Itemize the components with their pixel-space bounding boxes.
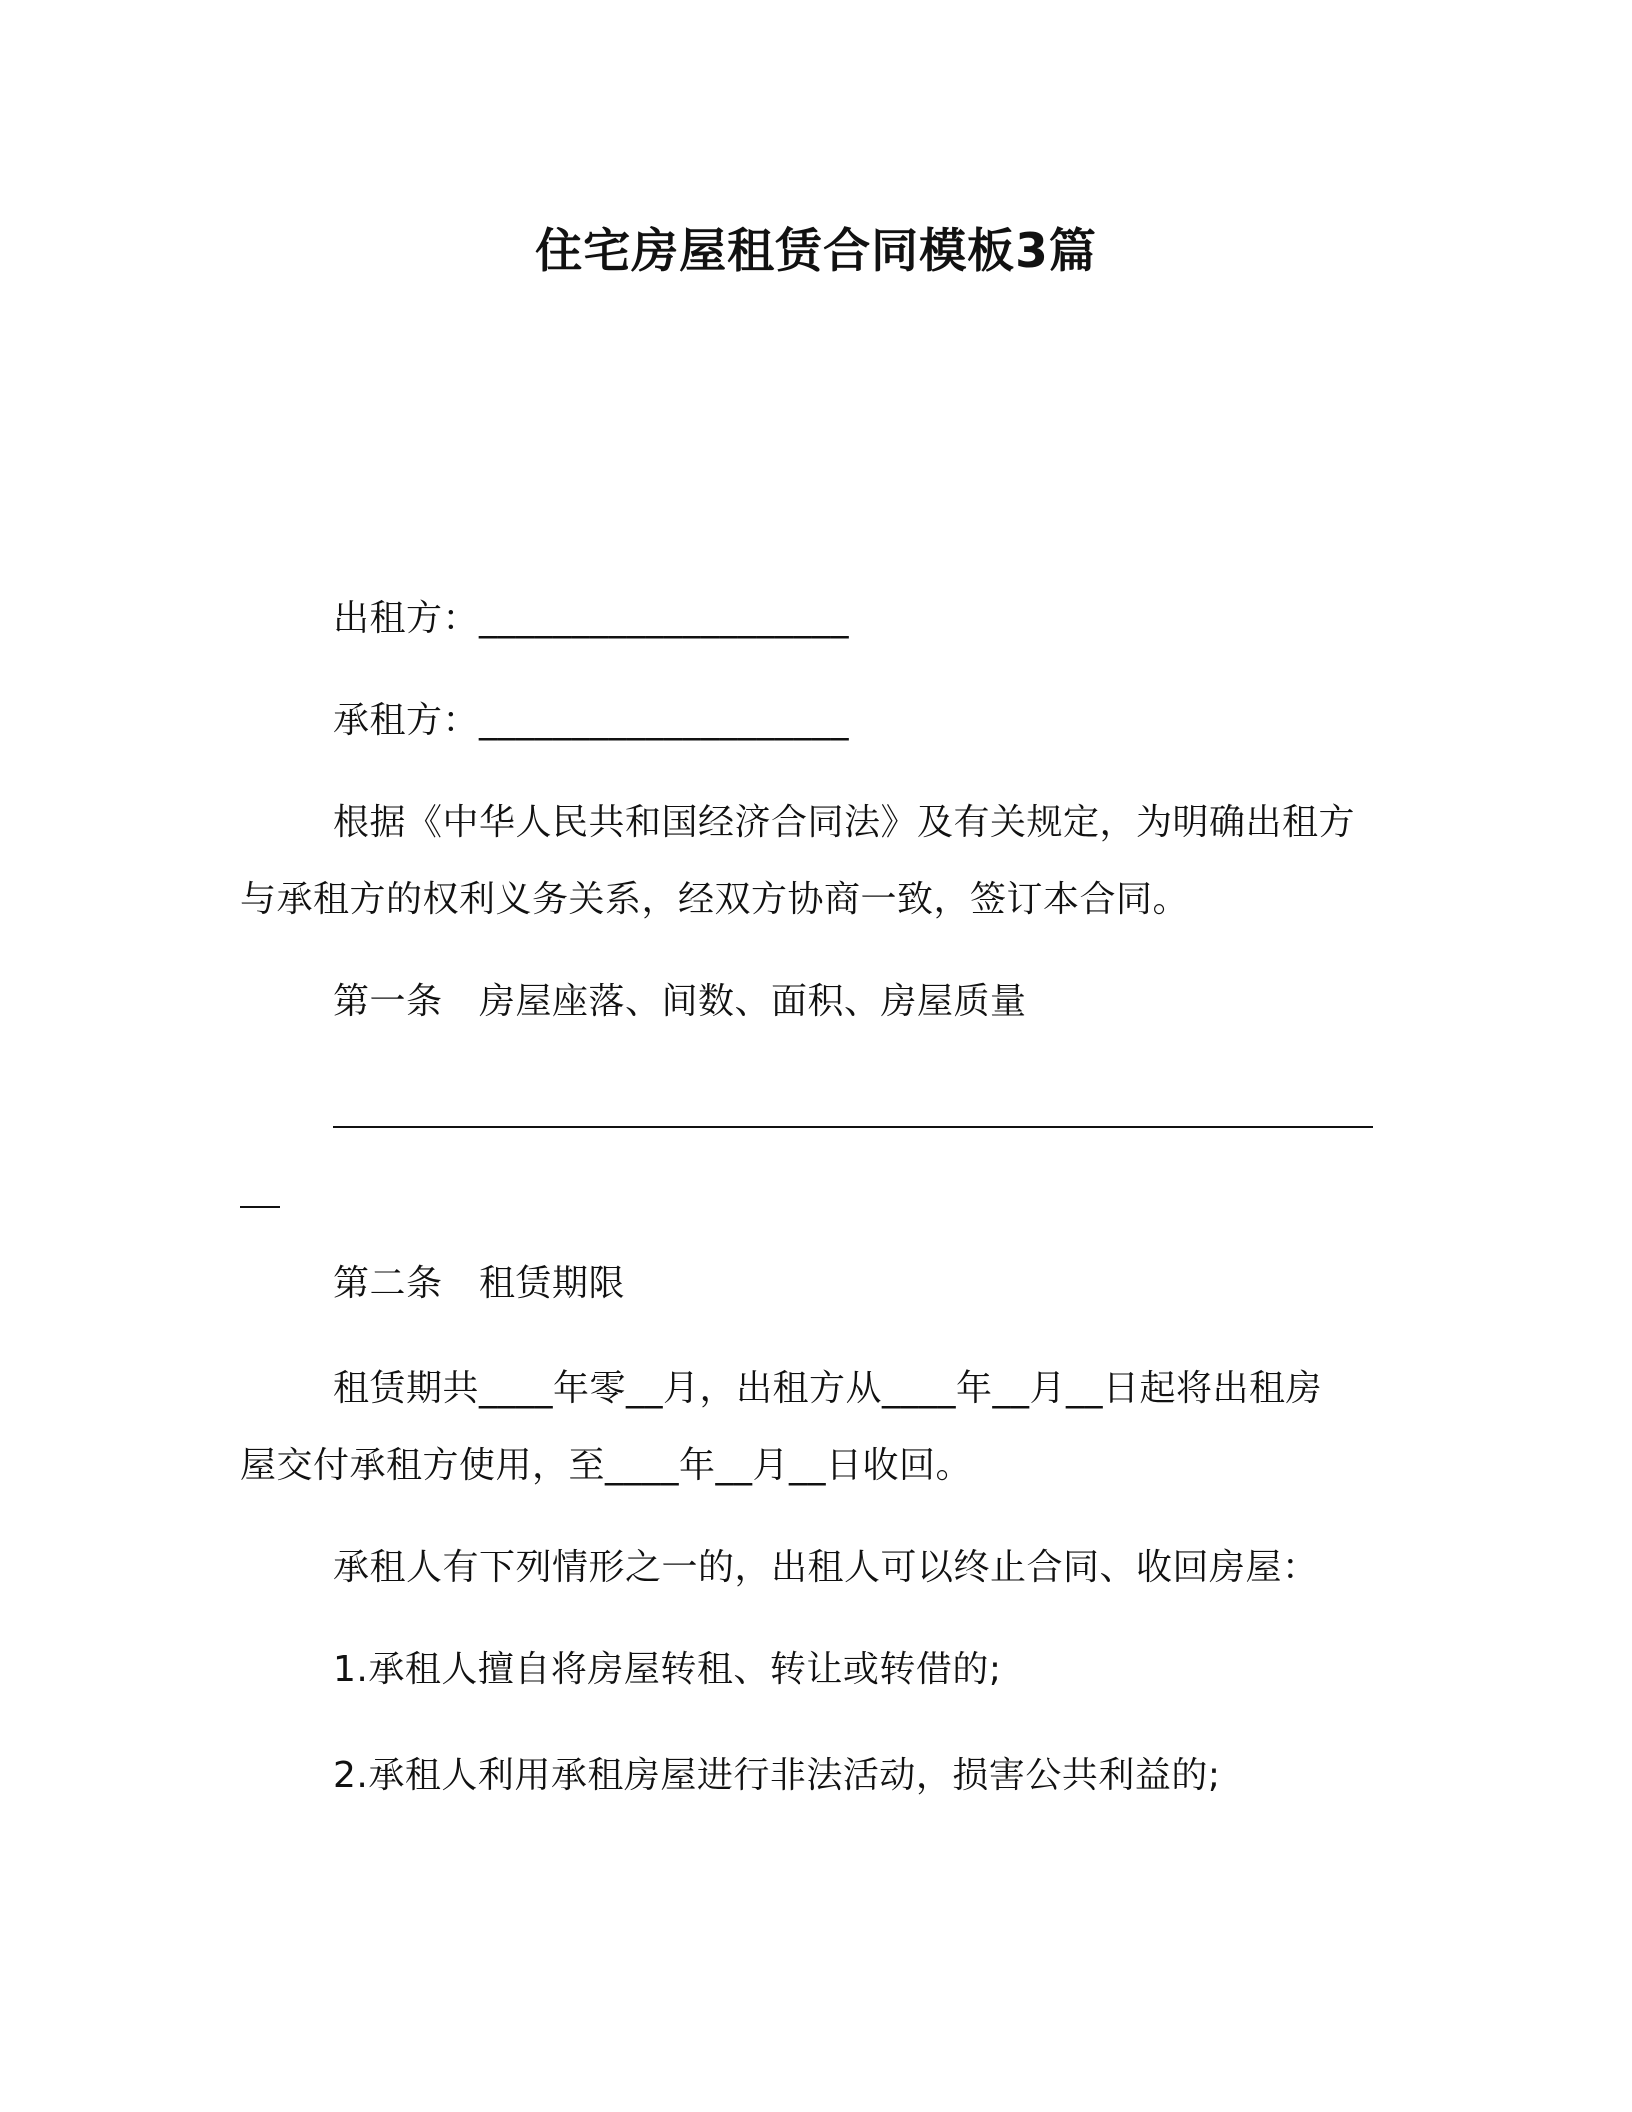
document-title: 住宅房屋租赁合同模板3篇 (535, 224, 1097, 279)
article-2-heading: 第二条 租赁期限 (333, 1263, 626, 1304)
lessor-line: 出租方：____________________ (333, 598, 850, 639)
article-1-fill-rule (333, 1126, 1373, 1128)
termination-item-2: 2.承租人利用承租房屋进行非法活动，损害公共利益的; (333, 1755, 1221, 1796)
article-1-heading: 第一条 房屋座落、间数、面积、房屋质量 (333, 981, 1027, 1022)
lessee-line: 承租方：____________________ (333, 700, 850, 741)
term-line-2: 屋交付承租方使用，至____年__月__日收回。 (240, 1445, 973, 1486)
termination-item-1: 1.承租人擅自将房屋转租、转让或转借的; (333, 1649, 1002, 1690)
article-1-fill-rule-continued (240, 1206, 280, 1208)
intro-line-2: 与承租方的权利义务关系，经双方协商一致，签订本合同。 (240, 879, 1190, 920)
term-line-1: 租赁期共____年零__月，出租方从____年__月__日起将出租房 (333, 1368, 1323, 1409)
termination-intro: 承租人有下列情形之一的，出租人可以终止合同、收回房屋： (333, 1547, 1319, 1588)
intro-line-1: 根据《中华人民共和国经济合同法》及有关规定，为明确出租方 (333, 802, 1356, 843)
